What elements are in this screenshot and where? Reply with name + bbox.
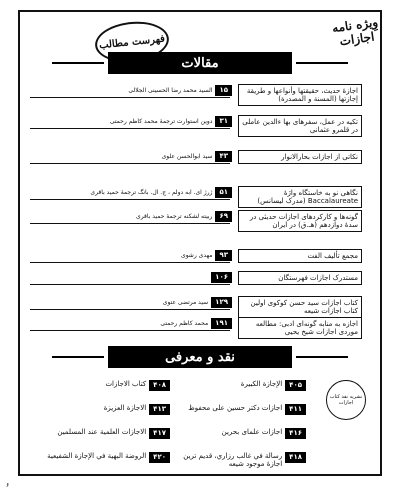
review-page-badge: ۴۱۳ — [149, 404, 170, 415]
entry-rule — [30, 128, 230, 129]
review-page-badge: ۴۱۸ — [285, 452, 306, 463]
review-page-badge: ۴۲۰ — [149, 452, 170, 463]
article-author: سید ابوالحسن علوی — [161, 152, 213, 160]
entry-rule — [30, 199, 230, 200]
section-reviews-header: نقد و معرفی — [108, 346, 292, 368]
review-entry[interactable] — [176, 380, 306, 391]
article-title: اجازۀ حدیث، حقیقتها وأنواعها و طریقة إجازتها (المسنة و المصدرة) — [238, 84, 362, 106]
article-title: گونه‌ها و کارکردهای اجازات حدیثی در سدۀ دوازدهم (هـ.ق) در ایران — [238, 210, 362, 232]
article-author: سید مرتضی عتوی — [162, 298, 209, 306]
article-page-badge: ۶۹ — [215, 211, 232, 222]
review-title: اجازات دکتر حسین علی محفوظ — [188, 404, 283, 412]
review-entry[interactable] — [40, 380, 170, 391]
review-title: كتاب الاجازات — [105, 380, 147, 388]
article-title: نگاهی نو به خاستگاه واژۀ Baccalaureate (مدرک لیسانس) — [238, 186, 362, 208]
entry-rule — [30, 163, 230, 164]
article-title: مجمع تألیف الفت — [238, 249, 362, 263]
article-author: محمد کاظم رحمتی — [160, 319, 209, 327]
entry-rule — [30, 262, 230, 263]
review-title: الإجازة الكبيرة — [240, 380, 283, 388]
article-entry[interactable] — [30, 84, 362, 108]
article-entry[interactable] — [30, 186, 362, 210]
entry-rule — [30, 97, 230, 98]
review-title: رسالة في غالب رزاري، قدیم ترین اجازۀ موجود شیعه — [183, 452, 283, 468]
article-title: کتاب اجازات سید حسن کوکوی اولین کتاب اجازات شیعه — [238, 296, 362, 318]
review-page-badge: ۴۱۷ — [149, 428, 170, 439]
article-page-badge: ۱۹۱ — [211, 318, 232, 329]
article-page-badge: ۵۱ — [215, 187, 232, 198]
article-author: ربیته لشکنه ترجمۀ حمید باقری — [136, 212, 213, 220]
article-page-badge: ۹۳ — [215, 250, 232, 261]
article-author: ژرژ ای. ابه دولم ، ج. ال. بانگ ترجمۀ حمید باقری — [90, 188, 213, 196]
review-title: الاجازات العلمية عند المسلمين — [57, 428, 147, 436]
article-title: نکاتی از اجازات بحارالانوار — [238, 150, 362, 164]
review-page-badge: ۴۱۱ — [285, 404, 306, 415]
entry-rule — [30, 223, 230, 224]
article-page-badge: ۱۲۹ — [211, 297, 232, 308]
review-entry[interactable] — [40, 452, 170, 463]
review-entry[interactable] — [176, 452, 306, 468]
review-title: الروضة البهية في الإجازة الشفيعية — [47, 452, 147, 460]
review-page-badge: ۴۰۸ — [149, 380, 170, 391]
review-page-badge: ۴۰۵ — [285, 380, 306, 391]
article-entry[interactable] — [30, 210, 362, 234]
article-entry[interactable] — [30, 115, 362, 139]
review-entry[interactable] — [40, 428, 170, 439]
journal-title: وِیژه نامه اجازات — [331, 14, 379, 49]
article-meta — [160, 317, 232, 329]
article-title: مستدرک اجازات فهرستگان — [238, 271, 362, 285]
article-author: دوین استوارت ترجمۀ محمد کاظم رحمتی — [109, 117, 213, 125]
article-meta — [181, 249, 232, 261]
review-entry[interactable] — [40, 404, 170, 415]
article-entry[interactable] — [30, 271, 362, 295]
article-page-badge: ۱۰۶ — [211, 272, 232, 283]
entry-rule — [30, 330, 230, 331]
article-author: مهدی رشوی — [181, 251, 213, 259]
review-title: الاجازة العزيزة — [103, 404, 147, 412]
toc-oval-title: فهرست مطالب — [93, 18, 171, 66]
article-meta — [128, 84, 232, 96]
article-entry[interactable] — [30, 249, 362, 273]
review-entry[interactable] — [176, 404, 306, 415]
article-title: اجازه به منابه گونه‌ای ادبی: مطالعه موردی اجازات شیخ یحیی — [238, 317, 362, 339]
entry-rule — [30, 309, 230, 310]
review-entry[interactable] — [176, 428, 306, 439]
article-page-badge: ۴۳ — [215, 151, 232, 162]
article-meta — [208, 271, 232, 283]
article-page-badge: ۳۱ — [215, 116, 232, 127]
article-meta — [110, 115, 232, 127]
review-page-badge: ۴۱۶ — [285, 428, 306, 439]
article-entry[interactable] — [30, 150, 362, 174]
article-meta — [136, 210, 232, 222]
article-meta — [163, 296, 232, 308]
article-meta — [162, 150, 232, 162]
review-title: اجازات علمای بحرین — [221, 428, 283, 436]
seal-stamp — [326, 380, 366, 420]
entry-rule — [30, 284, 230, 285]
article-author: السید محمد رضا الحسینی الجلالی — [128, 86, 213, 94]
article-page-badge: ۱۵ — [215, 85, 232, 96]
page-number: ۶ — [6, 482, 10, 489]
article-title: تکیه در عمل، سفرهای بها ءالدین عاملی در قلمرو عثمانی — [238, 115, 362, 137]
seal-text: نشریه نقد کتاب اجازات — [329, 394, 363, 406]
article-meta — [90, 186, 232, 198]
article-entry[interactable] — [30, 317, 362, 341]
section-articles-header: مقالات — [108, 52, 292, 74]
